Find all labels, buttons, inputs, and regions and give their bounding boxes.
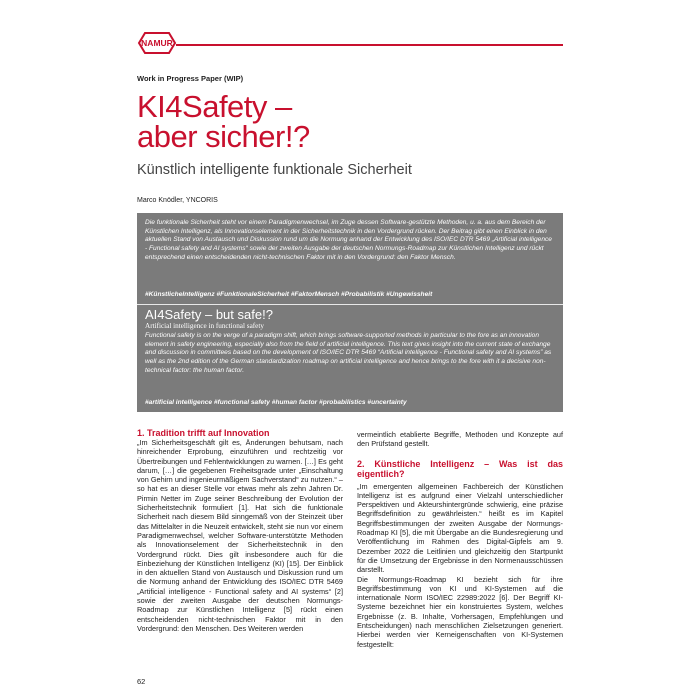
title-line-1: KI4Safety – (137, 89, 292, 124)
abstract-de: Die funktionale Sicherheit steht vor einem Paradigmenwechsel, im Zuge dessen Software-gestützte Methoden, u. a. aus dem Bereich der Künstlichen Intelligenz, als Innovationselement in der Sicherheitstechnik in den Vordergrund rücken. Der Beitrag gibt einen Einblick in den aktuellen Stand von Austausch und Diskussion rund um die Normung anhand der Entwicklung des ISO/IEC DTR 5469 „Artificial intelligence - Functional safety and AI systems“ sowie der zweiten Ausgabe der deutschen Normungs-Roadmap zur Künstlichen Intelligenz und rückt entsprechend einen entscheidenden nicht-technischen Faktor mit in den Vordergrund: den Faktor Mensch. (145, 219, 552, 261)
kicker: Work in Progress Paper (WIP) (137, 74, 244, 83)
namur-logo-icon (137, 29, 177, 57)
title-en: AI4Safety – but safe!? (145, 307, 273, 322)
author: Marco Knödler, YNCORIS (137, 197, 218, 204)
subtitle-en: Artificial intelligence in functional safety (145, 322, 264, 330)
tags-de: #KünstlicheIntelligenz #FunktionaleSicherheit #FaktorMensch #Probabilistik #Ungewissheit (145, 291, 433, 298)
abstract-en: Functional safety is on the verge of a paradigm shift, which brings software-supported methods in particular to the fore as an innovation element in safety engineering, especially also from the field of artificial intelligence. This text gives insight into the current state of exchange and discussion in committees based on the development of ISO/IEC DTR 5469 “Artificial intelligence - Functional safety and AI systems” as well as the 2nd edition of the German standardization roadmap on artificial intelligence and hence brings to the fore with it a decisive non-technical factor: the human factor. (145, 332, 552, 374)
tags-en: #artificial intelligence #functional safety #human factor #probabilistics #uncertainty (145, 399, 407, 406)
col2-intro: vermeintlich etablierte Begriffe, Methoden und Konzepte auf den Prüfstand gestellt. (357, 430, 563, 449)
subtitle: Künstlich intelligente funktionale Sicherheit (137, 162, 412, 178)
section2-heading: 2. Künstliche Intelligenz – Was ist das eigentlich? (357, 458, 563, 479)
column-right (357, 430, 563, 649)
section2-p2: Die Normungs-Roadmap KI bezieht sich für ihre Begriffsbestimmung von KI und KI-Systemen auf die internationale Norm ISO/IEC 22989:2022 [6]. Der Begriff KI-Systeme bezeichnet hier ein konstruiertes System, welches Ergebnisse (z. B. Inhalte, Vorhersagen, Empfehlungen und Entscheidungen) nach menschlichen Zielsetzungen generiert. Hierbei werden vier Kerneigenschaften von KI-Systemen festgestellt: (357, 574, 563, 649)
page-number: 62 (137, 677, 146, 686)
abstract-divider (137, 304, 563, 305)
column-left (137, 428, 343, 633)
section1-text: „Im Sicherheitsgeschäft gilt es, Änderungen behutsam, nach hinreichender Erprobung, einzuführen und rechtzeitig vor Übertreibungen und Fehlentwicklungen zu warnen. […] Es geht darum, […] die gegebenen Freiheitsgrade unter „Einschaltung von Gehirn und ingenieurmäßigem Sachverstand“ zu nutzen.“ – so hat es an dieser Stelle vor etwas mehr als zehn Jahren Dr. Pirmin Netter im Zuge seiner Beschreibung der Evolution der Sicherheitstechnik formuliert [1]. Hat sich die funktionale Sicherheit nach diesem Bild sinngemäß von der Steinzeit über das Mittelalter in die Neuzeit entwickelt, steht sie nun vor einem Paradigmenwechsel, welcher Software-unterstützte Methoden als Innovationselement der Sicherheitstechnik in den Vordergrund rückt. Dies gilt insbesondere auch für die Einbeziehung der Künstlichen Intelligenz (KI) [15]. Der Einblick in den aktuellen Stand von Austausch und Diskussion rund um die Normung anhand der Entwicklung des ISO/IEC DTR 5469 „Artificial intelligence - Functional safety and AI systems“ [2] sowie der zweiten Ausgabe der deutschen Normungs-Roadmap zur Künstlichen Intelligenz [5] rückt einen entscheidenden nicht-technischen Faktor mit in den Vordergrund: den Menschen. Des Weiteren werden (137, 438, 343, 633)
title-line-2: aber sicher!? (137, 119, 310, 154)
page-title (137, 89, 310, 154)
logo-text: NAMUR (141, 38, 173, 48)
section2-p1: „Im emergenten allgemeinen Fachbereich der Künstlichen Intelligenz ist es aufgrund einer Vielzahl unterschiedlicher Perspektiven und Akteurshintergründe schwierig, eine präzise Begriffsdefinition zu gewährleisten.“ heißt es im Kapitel Begriffsbestimmungen der zweiten Ausgabe der Normungs-Roadmap KI [5], die mit Übergabe an die Bundesregierung und Veröffentlichung im Rahmen des Digital-Gipfels am 9. Dezember 2022 die Leitlinien und gleichzeitig den Startpunkt für die Umsetzung der Ergebnisse in den Normenausschüssen darstellt. (357, 481, 563, 575)
section1-heading: 1. Tradition trifft auf Innovation (137, 428, 270, 438)
header-rule (176, 44, 563, 46)
abstract-box (137, 213, 563, 412)
